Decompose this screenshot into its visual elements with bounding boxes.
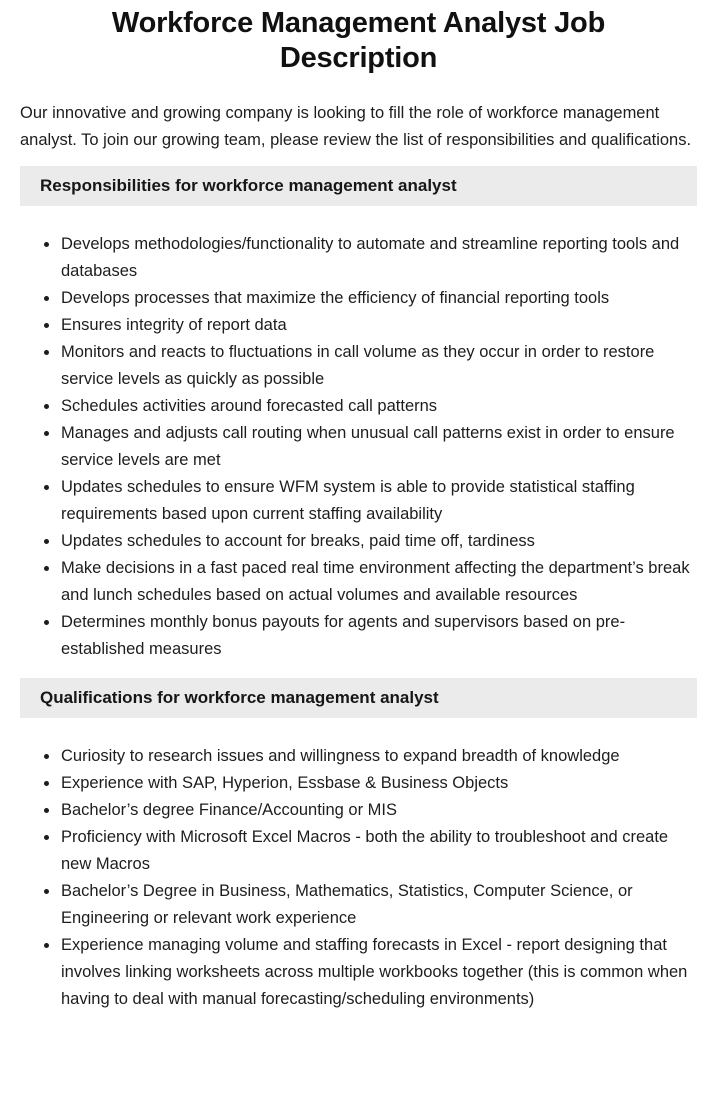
section-header-qualifications [20,678,697,718]
list-item: • Experience with SAP, Hyperion, Essbase & Business Objects [60,770,697,797]
list-item: • Manages and adjusts call routing when unusual call patterns exist in order to ensure service levels are met [60,420,697,474]
list-item: • Make decisions in a fast paced real time environment affecting the department’s break and lunch schedules based on actual volumes and available resources [60,555,697,609]
qualifications-list [20,743,697,1013]
list-item: • Experience managing volume and staffing forecasts in Excel - report designing that involves linking worksheets across multiple workbooks together (this is common when having to deal with manual forecasting/scheduling environments) [60,932,697,1013]
list-item: • Bachelor’s Degree in Business, Mathematics, Statistics, Computer Science, or Engineering or relevant work experience [60,878,697,932]
list-item: • Develops methodologies/functionality to automate and streamline reporting tools and databases [60,231,697,285]
section-header-responsibilities-label: Responsibilities for workforce management analyst [40,176,457,195]
list-item: • Proficiency with Microsoft Excel Macros - both the ability to troubleshoot and create new Macros [60,824,697,878]
section-header-qualifications-label: Qualifications for workforce management analyst [40,688,439,707]
list-item: • Bachelor’s degree Finance/Accounting or MIS [60,797,697,824]
list-item: • Curiosity to research issues and willingness to expand breadth of knowledge [60,743,697,770]
list-item: • Schedules activities around forecasted call patterns [60,393,697,420]
list-item: • Updates schedules to account for breaks, paid time off, tardiness [60,528,697,555]
list-item: • Ensures integrity of report data [60,312,697,339]
responsibilities-list [20,231,697,663]
intro-paragraph: Our innovative and growing company is looking to fill the role of workforce management analyst. To join our growing team, please review the list of responsibilities and qualifications. [20,104,692,149]
list-item: • Updates schedules to ensure WFM system is able to provide statistical staffing requirements based upon current staffing availability [60,474,697,528]
page-title: Workforce Management Analyst Job Description [111,7,606,74]
list-item: • Determines monthly bonus payouts for agents and supervisors based on pre-established measures [60,609,697,663]
section-header-responsibilities [20,166,697,206]
list-item: • Develops processes that maximize the efficiency of financial reporting tools [60,285,697,312]
list-item: • Monitors and reacts to fluctuations in call volume as they occur in order to restore service levels as quickly as possible [60,339,697,393]
